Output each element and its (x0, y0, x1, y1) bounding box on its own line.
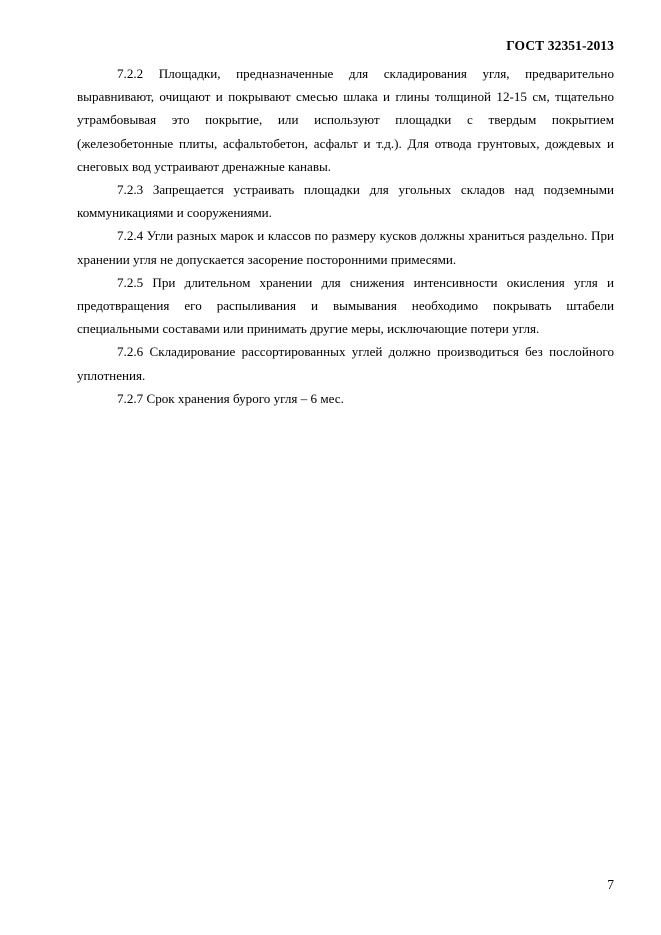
page-number: 7 (607, 877, 614, 892)
paragraph-7-2-6: 7.2.6 Складирование рассортированных углей должно производиться без послойного уплотнения. (77, 344, 614, 383)
paragraph-7-2-2: 7.2.2 Площадки, предназначенные для складирования угля, предварительно выравнивают, очищают и покрывают смесью шлака и глины толщиной 12-15 см, тщательно утрамбовывая это покрытие, или используют площадки с твердым покрытием (железобетонные плиты, асфальтобетон, асфальт и т.д.). Для отвода грунтовых, дождевых и снеговых вод устраивают дренажные канавы. (77, 66, 614, 174)
document-header-code: ГОСТ 32351-2013 (506, 38, 614, 53)
document-body (77, 62, 614, 410)
paragraph-7-2-5: 7.2.5 При длительном хранении для снижения интенсивности окисления угля и предотвращения его распыливания и вымывания необходимо покрывать штабели специальными составами или принимать другие меры, исключающие потери угля. (77, 274, 614, 337)
paragraph-7-2-7: 7.2.7 Срок хранения бурого угля – 6 мес. (117, 390, 344, 406)
paragraph-7-2-3: 7.2.3 Запрещается устраивать площадки для угольных складов над подземными коммуникациями и сооружениями. (77, 182, 614, 221)
paragraph-7-2-4: 7.2.4 Угли разных марок и классов по размеру кусков должны храниться раздельно. При хранении угля не допускается засорение посторонними примесями. (77, 228, 614, 267)
